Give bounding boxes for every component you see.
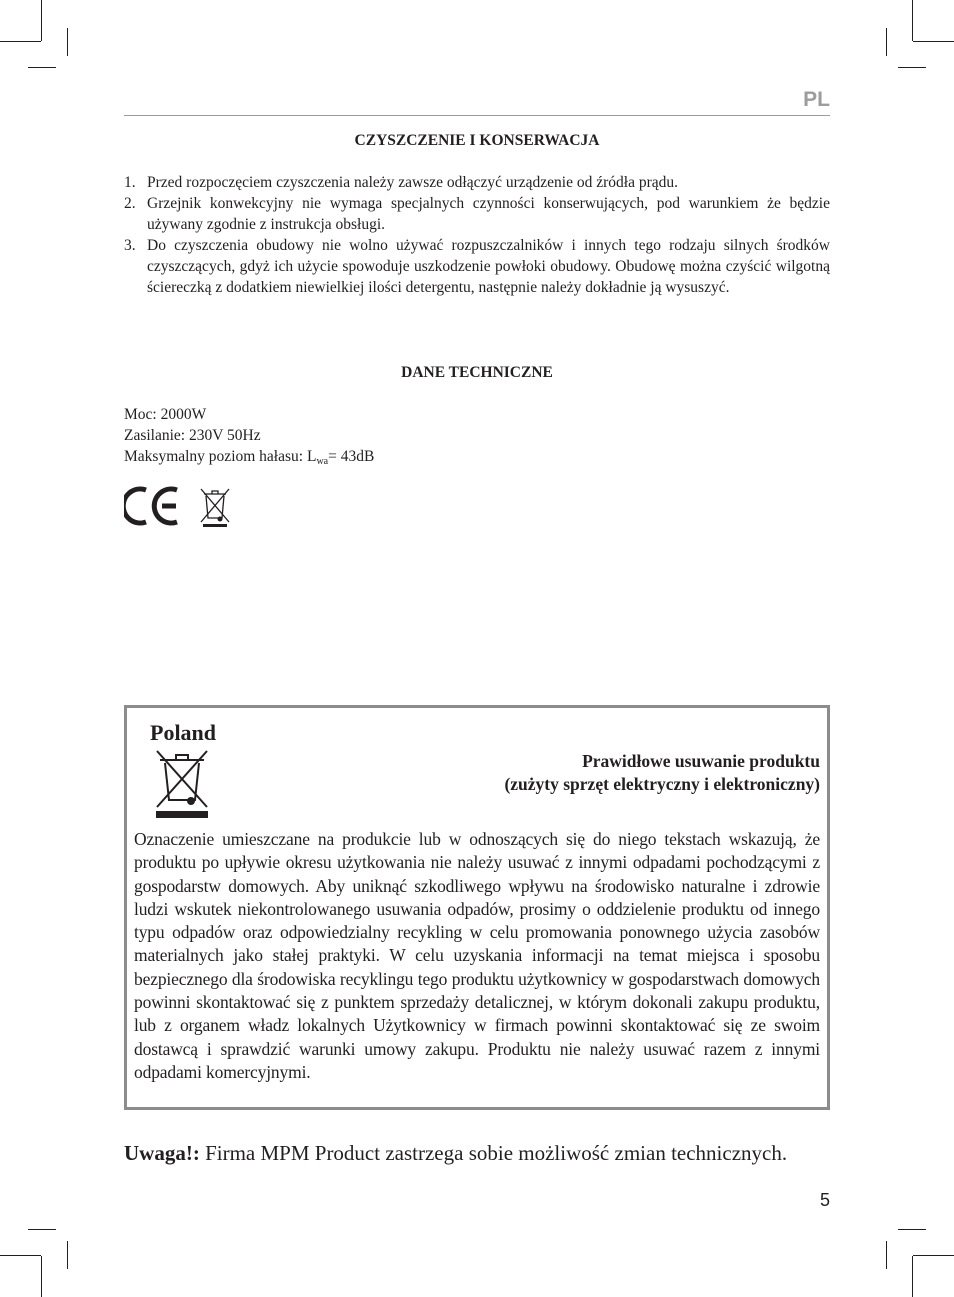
ce-mark-icon (124, 485, 184, 527)
list-item-number: 3. (124, 237, 136, 254)
list-item (124, 235, 830, 298)
disposal-heading-line1: Prawidłowe usuwanie produktu (582, 751, 820, 771)
technical-changes-note (124, 1141, 830, 1166)
tech-heading: DANE TECHNICZNE (401, 364, 553, 381)
spec-noise-prefix: Maksymalny poziom hałasu: L (124, 448, 317, 465)
note-text: Firma MPM Product zastrzega sobie możliwość zmian technicznych. (199, 1141, 788, 1165)
list-item (124, 172, 830, 193)
language-code: PL (803, 88, 830, 111)
weee-bin-icon (154, 748, 210, 818)
header-divider (124, 115, 830, 116)
list-item-number: 2. (124, 195, 136, 212)
spec-noise (124, 446, 374, 472)
list-item-text: Grzejnik konwekcyjny nie wymaga specjalnych czynności konserwujących, pod warunkiem że będzie używany zgodnie z instrukcja obsługi. (147, 195, 830, 233)
weee-bin-icon (198, 485, 232, 527)
disposal-info-box (124, 705, 830, 1110)
cleaning-list (124, 172, 830, 298)
country-label: Poland (150, 720, 217, 745)
disposal-heading-line2: (zużyty sprzęt elektryczny i elektroniczny) (504, 774, 820, 794)
spec-power: Moc: 2000W (124, 406, 207, 423)
cleaning-heading: CZYSZCZENIE I KONSERWACJA (354, 132, 600, 149)
disposal-heading (504, 750, 820, 796)
tech-specs (124, 404, 374, 472)
spec-noise-subscript: wa (316, 456, 329, 467)
page-number: 5 (819, 1190, 830, 1210)
list-item-number: 1. (124, 174, 136, 191)
spec-noise-value: = 43dB (328, 448, 375, 465)
disposal-body-text: Oznaczenie umieszczane na produkcie lub w odnoszących się do niego tekstach wskazują, że produktu po upływie okresu użytkowania nie należy usuwać z innymi odpadami pochodzącymi z gospodarstw domowych. Aby uniknąć szkodliwego wpływu na środowisko naturalne i zdrowie ludzi wskutek niekontrolowanego usuwania odpadów, prosimy o oddzielenie produktu od innego typu odpadów oraz odpowiedzialny recykling w celu promowania ponownego użycia zasobów materialnych jako stałej praktyki. W celu uzyskania informacji na temat miejsca i sposobu bezpiecznego dla środowiska recyklingu tego produktu użytkownicy w gospodarstwach domowych powinni skontaktować się z punktem sprzedaży detalicznej, w którym dokonali zakupu produktu, lub z organem władz lokalnych Użytkownicy w firmach powinni skontaktować się ze swoim dostawcą i sprawdzić warunki umowy zakupu. Produktu nie należy usuwać razem z innymi odpadami komercyjnymi. (134, 829, 820, 1082)
note-label: Uwaga!: (124, 1141, 200, 1165)
spec-supply: Zasilanie: 230V 50Hz (124, 427, 261, 444)
list-item-text: Przed rozpoczęciem czyszczenia należy zawsze odłączyć urządzenie od źródła prądu. (147, 174, 678, 191)
list-item (124, 193, 830, 235)
list-item-text: Do czyszczenia obudowy nie wolno używać rozpuszczalników i innych tego rodzaju silnych środków czyszczących, gdyż ich użycie spowoduje uszkodzenie powłoki obudowy. Obudowę można czyścić wilgotną ściereczką z dodatkiem niewielkiej ilości detergentu, następnie należy dokładnie ją wysuszyć. (147, 237, 830, 296)
